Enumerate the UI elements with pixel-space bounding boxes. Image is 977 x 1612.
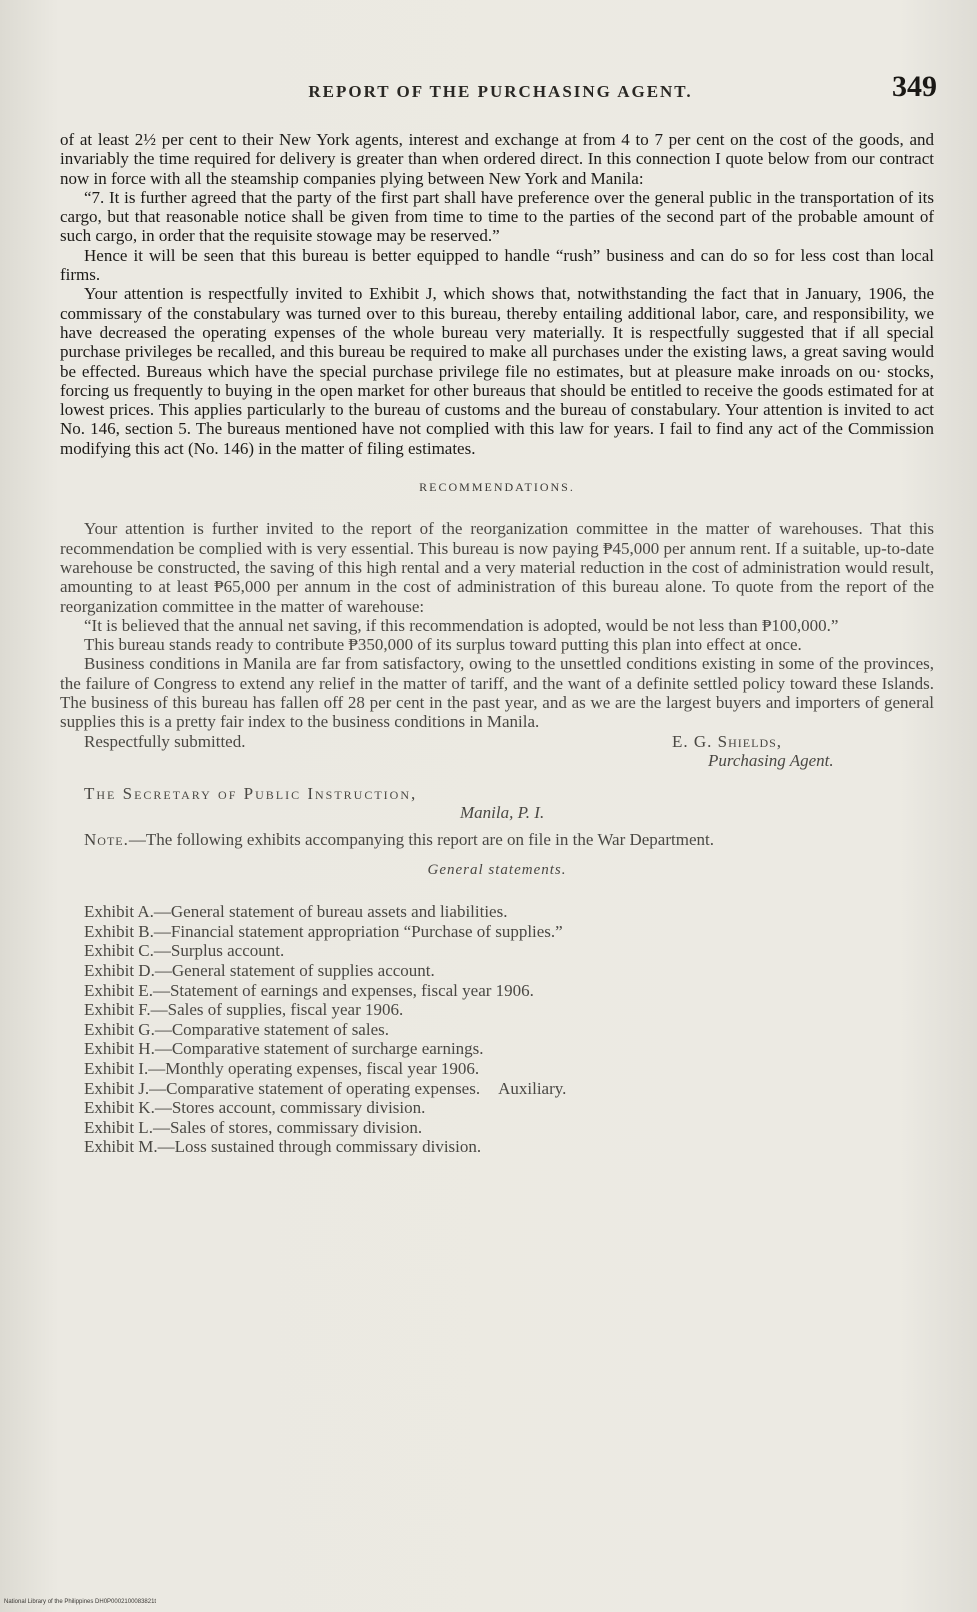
page-number: 349 [892, 70, 937, 103]
exhibit-text: Exhibit J.—Comparative statement of operating expenses. [84, 1078, 481, 1098]
recommendations-heading: RECOMMENDATIONS. [419, 480, 575, 495]
paragraph-rush-business: Hence it will be seen that this bureau is better equipped to handle “rush” business and can do so for less cost than local firms. [60, 245, 934, 285]
exhibit-text: Exhibit L.—Sales of stores, commissary division. [84, 1117, 423, 1137]
exhibit-text: Exhibit A.—General statement of bureau assets and liabilities. [84, 902, 508, 922]
exhibit-item [84, 1059, 934, 1079]
signatory-title: Purchasing Agent. [708, 750, 834, 770]
exhibit-text: Exhibit E.—Statement of earnings and expenses, fiscal year 1906. [84, 980, 534, 1000]
exhibit-text: Exhibit M.—Loss sustained through commissary division. [84, 1137, 482, 1157]
exhibit-text: Exhibit H.—Comparative statement of surcharge earnings. [84, 1039, 484, 1059]
paragraph-surplus: This bureau stands ready to contribute ₱350,000 of its surplus toward putting this plan into effect at once. [84, 635, 802, 655]
exhibit-item [84, 961, 934, 981]
exhibit-item [84, 1118, 934, 1138]
signature-block [60, 732, 934, 774]
note-label: Note. [84, 829, 129, 849]
contract-quote: “7. It is further agreed that the party of the first part shall have preference over the general public in the transportation of its cargo, but that reasonable notice shall be given from time to time to the parties of the second part of the probable amount of such cargo, in order that the requisite stowage may be reserved.” [60, 187, 934, 246]
archive-caption: National Library of the Philippines DH0P0002100083821t [4, 1599, 157, 1605]
exhibit-text: Exhibit K.—Stores account, commissary division. [84, 1098, 426, 1118]
exhibit-text: Exhibit F.—Sales of supplies, fiscal year 1906. [84, 1000, 404, 1020]
exhibit-text: Exhibit C.—Surplus account. [84, 941, 285, 961]
exhibit-item [84, 922, 934, 942]
exhibit-text: Exhibit I.—Monthly operating expenses, fiscal year 1906. [84, 1058, 480, 1078]
paragraph-business-conditions: Business conditions in Manila are far from satisfactory, owing to the unsettled conditions existing in some of the provinces, the failure of Congress to extend any relief in the matter of tariff, and the want of a definite settled policy toward these Islands. The business of this bureau has fallen off 28 per cent in the past year, and as we are the largest buyers and importers of general supplies this is a pretty fair index to the business conditions in Manila. [60, 654, 934, 732]
note-paragraph [60, 830, 934, 849]
exhibit-item [84, 981, 934, 1001]
exhibit-item [84, 941, 934, 961]
page-header [64, 70, 937, 110]
paragraph-continuation: of at least 2½ per cent to their New York agents, interest and exchange at from 4 to 7 per cent on the cost of the goods, and invariably the time required for delivery is greater than when ordered direct. In this connection I quote below from our contract now in force with all the steamship companies plying between New York and Manila: [60, 130, 934, 188]
note-text: —The following exhibits accompanying this report are on file in the War Department. [128, 829, 714, 849]
paragraph-exhibit-j: Your attention is respectfully invited to Exhibit J, which shows that, notwithstanding the fact that in January, 1906, the commissary of the constabulary was turned over to this bureau, thereby entailing additional labor, care, and responsibility, we have decreased the operating expenses of the whole bureau very materially. It is respectfully suggested that if all special purchase privileges be recalled, and this bureau be required to make all purchases under the existing laws, a great saving would be effected. Bureaus which have the special purchase privilege file no estimates, but at pleasure make inroads on ou· stocks, forcing us frequently to buying in the open market for other bureaus that should be entitled to receive the goods estimated for at lowest prices. This applies particularly to the bureau of customs and the bureau of constabulary. Your attention is invited to act No. 146, section 5. The bureaus mentioned have not complied with this law for years. I fail to find any act of the Commission modifying this act (No. 146) in the matter of filing estimates. [60, 284, 934, 458]
signatory-name: E. G. Shields, [672, 731, 783, 751]
report-body [60, 130, 934, 1157]
exhibit-item [84, 1000, 934, 1020]
exhibit-item [84, 1137, 934, 1157]
exhibit-text: Exhibit B.—Financial statement appropriation “Purchase of supplies.” [84, 921, 563, 941]
exhibit-item [84, 1098, 934, 1118]
exhibit-aux-label: Auxiliary. [498, 1078, 567, 1098]
paragraph-warehouses: Your attention is further invited to the report of the reorganization committee in the matter of warehouses. That this recommendation be complied with is very essential. This bureau is now paying ₱45,000 per annum rent. If a suitable, up-to-date warehouse be constructed, the saving of this high rental and a very material reduction in the cost of administration would result, amounting to at least ₱65,000 per annum in the cost of administration of this bureau alone. To quote from the report of the reorganization committee in the matter of warehouse: [60, 519, 934, 616]
exhibit-text: Exhibit D.—General statement of supplies account. [84, 960, 435, 980]
closing-line: Respectfully submitted. [84, 731, 246, 751]
addressee-location: Manila, P. I. [460, 802, 545, 822]
exhibit-item [84, 1020, 934, 1040]
committee-quote: “It is believed that the annual net saving, if this recommendation is adopted, would be not less than ₱100,000.” [84, 615, 839, 635]
addressee-line: The Secretary of Public Instruction, [84, 783, 418, 803]
exhibit-item [84, 1079, 934, 1099]
exhibit-item [84, 1039, 934, 1059]
exhibit-text: Exhibit G.—Comparative statement of sales. [84, 1019, 389, 1039]
addressee-block [60, 784, 934, 830]
exhibit-item [84, 902, 934, 922]
exhibit-list [60, 902, 934, 1157]
running-title: REPORT OF THE PURCHASING AGENT. [308, 82, 693, 101]
general-statements-heading: General statements. [427, 861, 567, 878]
